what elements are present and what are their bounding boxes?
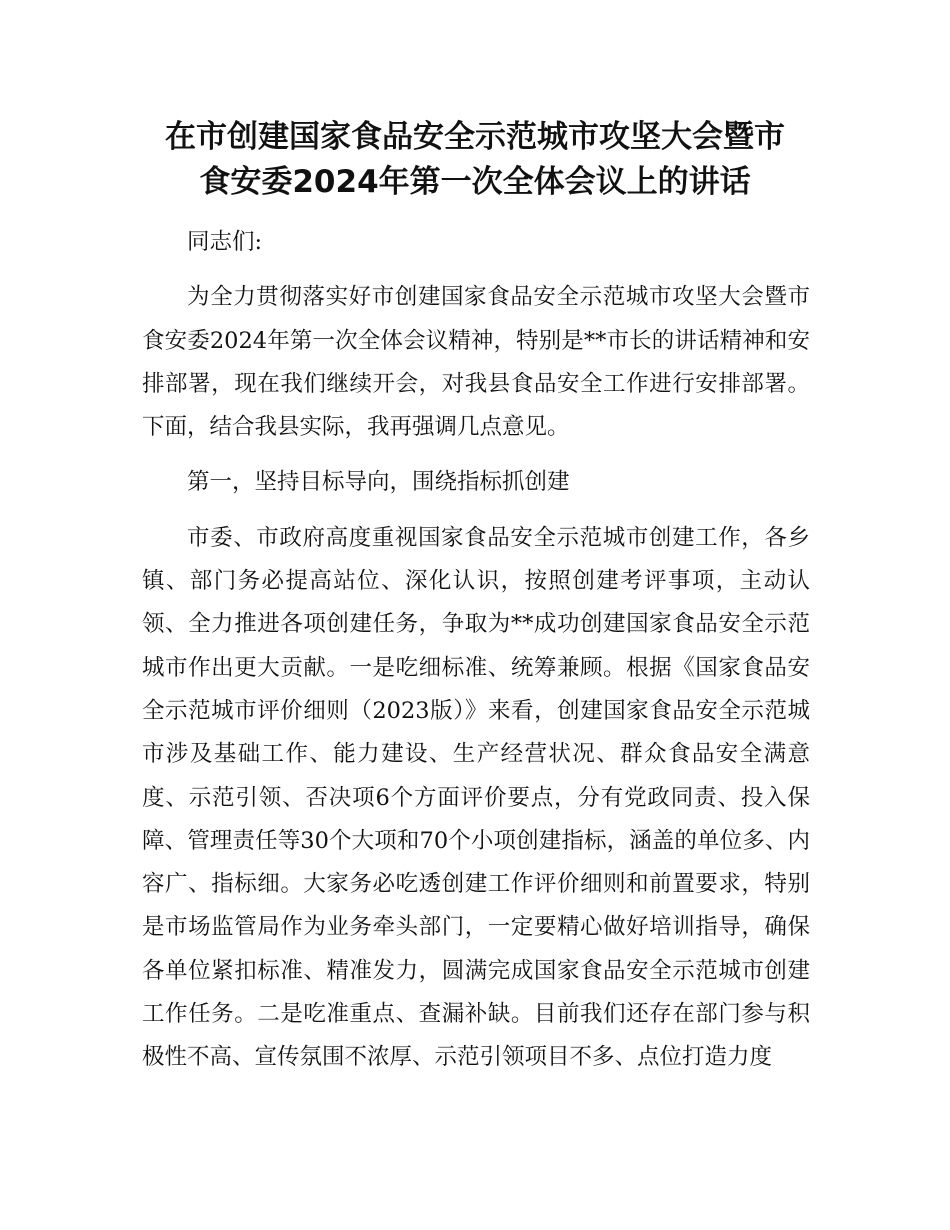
document-body	[142, 221, 810, 1080]
body-paragraph-intro: 为全力贯彻落实好市创建国家食品安全示范城市攻坚大会暨市食安委2024年第一次全体会议精神，特别是**市长的讲话精神和安排部署，现在我们继续开会，对我县食品安全工作进行安排部署。下面，结合我县实际，我再强调几点意见。	[142, 284, 810, 441]
document-title-line-2: 食安委2024年第一次全体会议上的讲话	[199, 164, 751, 200]
salutation: 同志们:	[187, 229, 263, 255]
document-title-line-1: 在市创建国家食品安全示范城市攻坚大会暨市	[165, 119, 785, 155]
section-heading-first: 第一，坚持目标导向，围绕指标抓创建	[187, 469, 570, 496]
body-paragraph-first-section: 市委、市政府高度重视国家食品安全示范城市创建工作，各乡镇、部门务必提高站位、深化认识，按照创建考评事项，主动认领、全力推进各项创建任务，争取为**成功创建国家食品安全示范城市作出更大贡献。一是吃细标准、统筹兼顾。根据《国家食品安全示范城市评价细则（2023版）》来看，创建国家食品安全示范城市涉及基础工作、能力建设、生产经营状况、群众食品安全满意度、示范引领、否决项6个方面评价要点，分有党政同责、投入保障、管理责任等30个大项和70个小项创建指标，涵盖的单位多、内容广、指标细。大家务必吃透创建工作评价细则和前置要求，特别是市场监管局作为业务牵头部门，一定要精心做好培训指导，确保各单位紧扣标准、精准发力，圆满完成国家食品安全示范城市创建工作任务。二是吃准重点、查漏补缺。目前我们还存在部门参与积极性不高、宣传氛围不浓厚、示范引领项目不多、点位打造力度	[142, 524, 810, 1071]
